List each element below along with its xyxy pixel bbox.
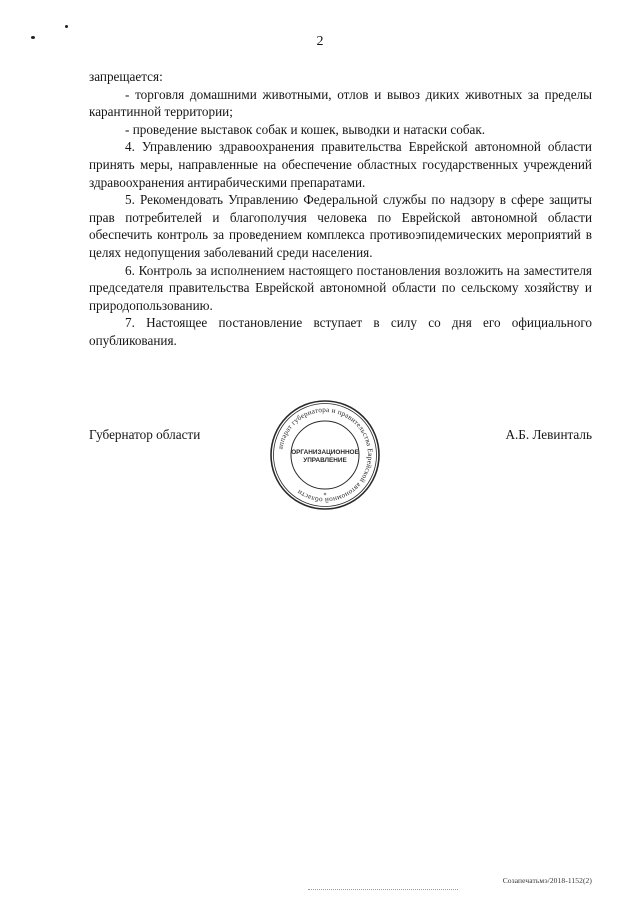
paragraph: - торговля домашними животными, отлов и вывоз диких животных за пределы карантинной территории; [89,86,592,120]
document-registration-code: Созапечатьмэ/2018-1152(2) [502,876,592,885]
paragraph: 4. Управлению здравоохранения правительства Еврейской автономной области принять меры, направленные на обеспечение областных государственных учреждений здравоохранения антирабическими препаратами. [89,139,592,190]
svg-text:*: * [323,492,327,499]
seal-center-line-2: УПРАВЛЕНИЕ [303,457,347,464]
paragraph: 5. Рекомендовать Управлению Федеральной службы по надзору в сфере защиты прав потребителей и благополучия человека по Еврейской автономной области обеспечить контроль за проведением комплекса противоэпидемических мероприятий в целях недопущения заболеваний среди населения. [89,192,592,260]
signatory-title: Губернатор области [89,427,201,442]
paragraph: 6. Контроль за исполнением настоящего постановления возложить на заместителя председателя правительства Еврейской автономной области по сельскому хозяйству и природопользованию. [89,262,592,313]
paragraph: 7. Настоящее постановление вступает в силу со дня его официального опубликования. [89,315,592,348]
seal-ring-text: аппарат губернатора и правительства Еврейской автономной области [276,405,375,505]
page-number: 2 [316,34,324,49]
scan-speck [65,25,68,28]
official-seal [268,398,382,512]
seal-center-line-1: ОРГАНИЗАЦИОННОЕ [291,449,359,456]
document-body [89,68,592,350]
seal-graphic [268,398,382,512]
signatory-name: А.Б. Левинталь [505,427,592,442]
paragraph: запрещается: [89,69,163,84]
paragraph: - проведение выставок собак и кошек, выводки и натаски собак. [125,121,486,137]
page-edge-mark [308,889,458,890]
